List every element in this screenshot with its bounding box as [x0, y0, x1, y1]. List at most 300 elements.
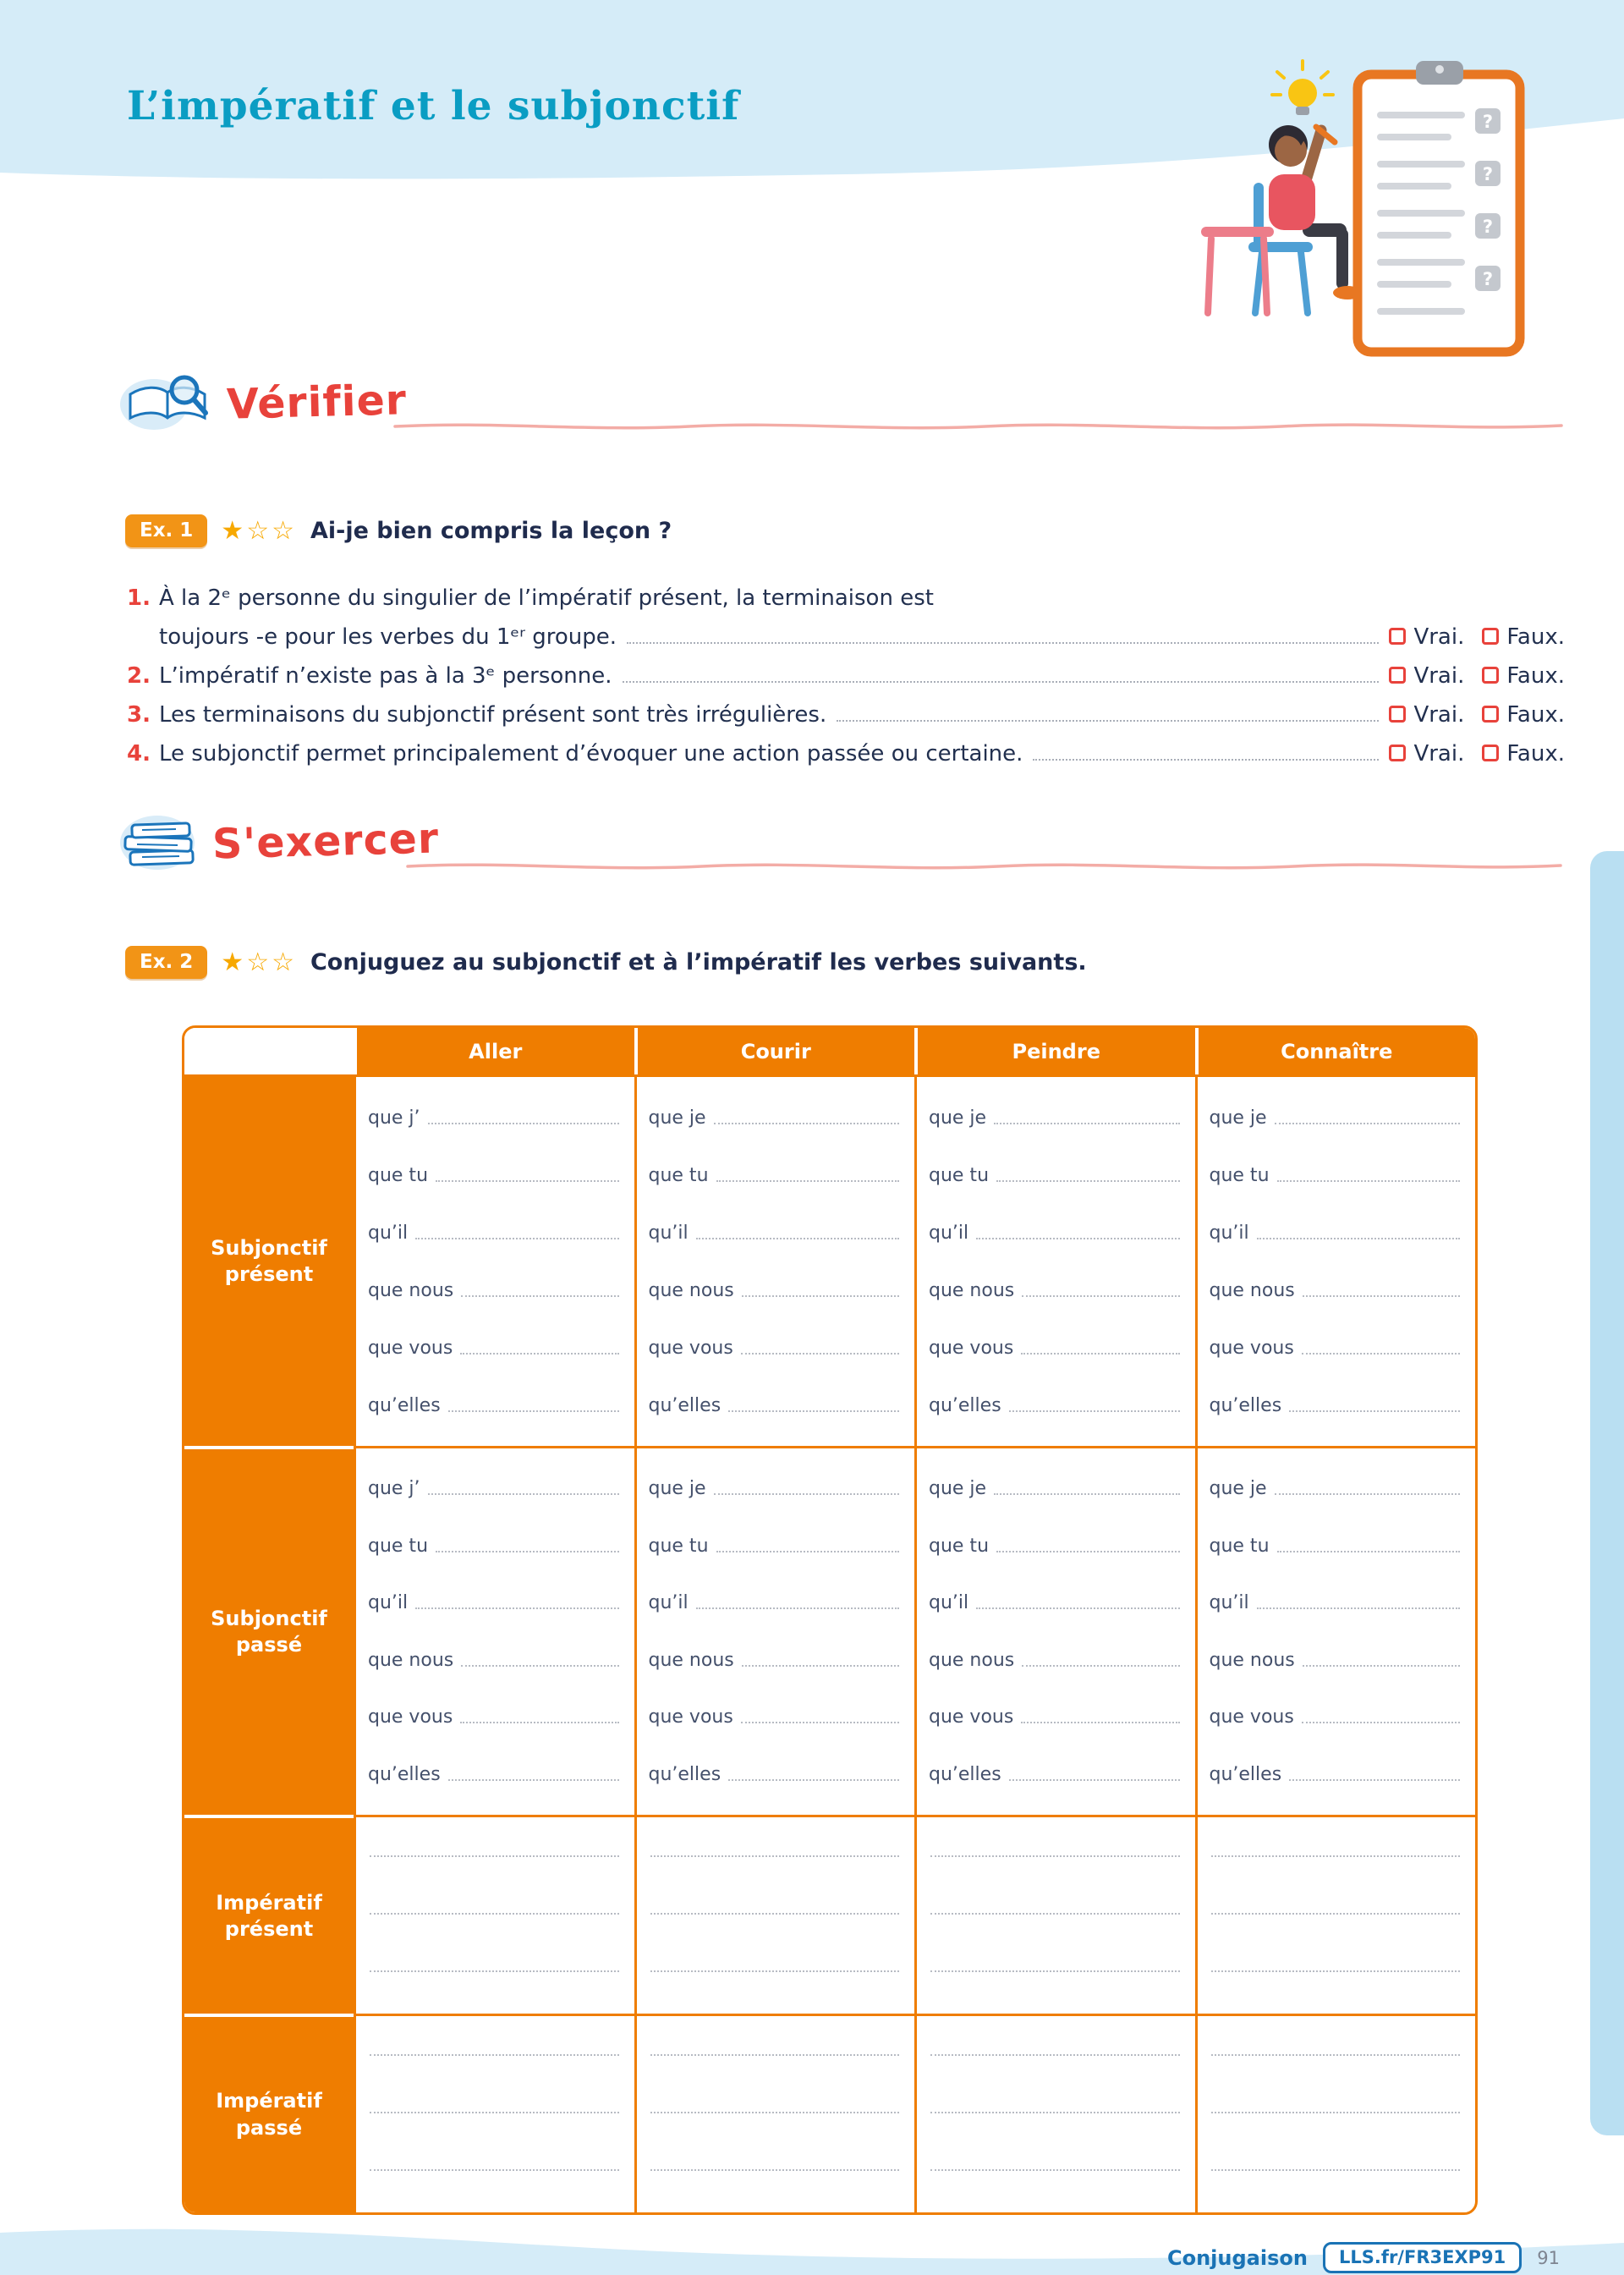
- exercise-2-badge: Ex. 2: [125, 946, 207, 979]
- answer-line: [368, 1478, 621, 1499]
- pronoun-label: qu’il: [1209, 1592, 1249, 1614]
- table-row: [184, 1815, 1475, 2014]
- answer-blank[interactable]: [370, 2054, 619, 2056]
- answer-blank[interactable]: [436, 1551, 618, 1552]
- column-header-4: Connaître: [1195, 1028, 1476, 1074]
- conjugation-cell: [1195, 1817, 1476, 2014]
- row-label-line: passé: [235, 1633, 303, 1657]
- answer-line: [368, 1706, 621, 1728]
- conjugation-cell: [634, 2016, 915, 2212]
- answer-line: [1210, 2054, 1462, 2060]
- answer-blank[interactable]: [650, 1855, 900, 1857]
- table-row: [184, 2014, 1475, 2212]
- answer-blank[interactable]: [1211, 1913, 1461, 1915]
- side-tab-bar: [1590, 851, 1624, 2135]
- pronoun-label: que vous: [1209, 1337, 1294, 1359]
- answer-line: [368, 2112, 621, 2118]
- answer-blank[interactable]: [1009, 1779, 1180, 1781]
- faux-checkbox[interactable]: [1482, 628, 1499, 645]
- wavy-divider: [393, 419, 1563, 434]
- question-row: [127, 734, 1565, 767]
- answer-blank[interactable]: [742, 1665, 899, 1667]
- answer-blank[interactable]: [716, 1180, 899, 1182]
- answer-blank[interactable]: [460, 1722, 618, 1723]
- vrai-checkbox[interactable]: [1389, 628, 1406, 645]
- answer-line: [929, 2054, 1182, 2060]
- clipboard: [1358, 61, 1520, 352]
- pronoun-label: qu’elles: [648, 1394, 721, 1416]
- pronoun-label: qu’il: [368, 1222, 409, 1244]
- pronoun-label: que nous: [648, 1649, 734, 1671]
- question-text: toujours -e pour les verbes du 1ᵉʳ groupe.: [159, 624, 617, 650]
- vrai-checkbox[interactable]: [1389, 745, 1406, 761]
- pronoun-label: qu’il: [648, 1592, 689, 1614]
- answer-line: [929, 1855, 1182, 1861]
- answer-blank[interactable]: [1257, 1238, 1460, 1239]
- svg-text:?: ?: [1482, 112, 1494, 132]
- header-illustration: [1176, 58, 1539, 366]
- pronoun-label: que vous: [368, 1706, 453, 1728]
- pronoun-label: que vous: [929, 1337, 1014, 1359]
- answer-blank[interactable]: [716, 1551, 899, 1552]
- answer-blank[interactable]: [1211, 1970, 1461, 1972]
- pronoun-label: que tu: [648, 1164, 709, 1186]
- exercise-1-prompt: Ai-je bien compris la leçon ?: [310, 518, 672, 544]
- answer-blank[interactable]: [1303, 1295, 1460, 1297]
- pronoun-label: que vous: [929, 1706, 1014, 1728]
- answer-blank[interactable]: [1302, 1353, 1460, 1355]
- footer-subject: Conjugaison: [1166, 2245, 1308, 2270]
- dotted-leader: [1033, 759, 1379, 761]
- answer-line: [929, 1536, 1182, 1557]
- answer-line: [368, 1764, 621, 1785]
- question-row: [127, 657, 1565, 689]
- row-label-line: Impératif: [216, 2089, 322, 2113]
- answer-blank[interactable]: [370, 2112, 619, 2113]
- faux-label: Faux.: [1506, 702, 1565, 728]
- answer-line: [649, 1107, 902, 1129]
- answer-line: [649, 2169, 902, 2175]
- answer-blank[interactable]: [428, 1493, 619, 1495]
- answer-blank[interactable]: [460, 1353, 618, 1355]
- answer-line: [649, 1536, 902, 1557]
- answer-line: [1210, 1970, 1462, 1976]
- answer-line: [929, 1338, 1182, 1359]
- person: [1201, 125, 1362, 313]
- practice-heading: S'exercer: [211, 814, 440, 868]
- vrai-checkbox[interactable]: [1389, 667, 1406, 684]
- answer-blank[interactable]: [1289, 1410, 1460, 1412]
- svg-text:?: ?: [1482, 164, 1494, 184]
- answer-line: [1210, 1855, 1462, 1861]
- answer-line: [649, 1650, 902, 1671]
- footer-code-badge[interactable]: LLS.fr/FR3EXP91: [1323, 2242, 1522, 2273]
- question-text: À la 2ᵉ personne du singulier de l’impératif présent, la terminaison est: [159, 585, 934, 611]
- wavy-divider: [406, 859, 1562, 874]
- faux-label: Faux.: [1506, 741, 1565, 767]
- faux-checkbox[interactable]: [1482, 667, 1499, 684]
- pronoun-label: que tu: [929, 1535, 990, 1557]
- exercise-2-prompt: Conjuguez au subjonctif et à l’impératif les verbes suivants.: [310, 949, 1087, 975]
- answer-line: [649, 1592, 902, 1613]
- difficulty-stars: ★☆☆: [221, 515, 297, 546]
- pronoun-label: qu’elles: [368, 1394, 441, 1416]
- answer-blank[interactable]: [696, 1607, 899, 1609]
- row-label-line: Subjonctif: [211, 1235, 327, 1260]
- conjugation-cell: [914, 1448, 1195, 1815]
- pronoun-label: que je: [1209, 1107, 1267, 1129]
- answer-line: [1210, 1223, 1462, 1244]
- conjugation-table: [182, 1025, 1478, 2215]
- answer-line: [649, 2054, 902, 2060]
- answer-blank[interactable]: [415, 1607, 618, 1609]
- answer-line: [368, 2054, 621, 2060]
- table-corner-cell: [184, 1028, 354, 1074]
- row-label-line: passé: [235, 2115, 303, 2140]
- pronoun-label: qu’elles: [1209, 1763, 1282, 1785]
- answer-blank[interactable]: [1277, 1551, 1460, 1552]
- row-label-line: présent: [224, 1916, 314, 1941]
- vrai-label: Vrai.: [1413, 741, 1465, 767]
- answer-line: [929, 1478, 1182, 1499]
- answer-line: [368, 2169, 621, 2175]
- pronoun-label: que nous: [1209, 1649, 1295, 1671]
- vrai-checkbox[interactable]: [1389, 706, 1406, 723]
- answer-line: [929, 1650, 1182, 1671]
- row-label: [184, 1077, 354, 1446]
- answer-blank[interactable]: [714, 1493, 899, 1495]
- vrai-faux-group: [1389, 702, 1565, 728]
- pronoun-label: qu’elles: [648, 1763, 721, 1785]
- row-label-line: Impératif: [216, 1890, 322, 1915]
- answer-line: [1210, 1338, 1462, 1359]
- answer-line: [929, 1970, 1182, 1976]
- dotted-leader: [623, 681, 1380, 683]
- answer-line: [368, 1165, 621, 1186]
- answer-line: [929, 1223, 1182, 1244]
- lightbulb-icon: [1272, 61, 1333, 115]
- answer-line: [649, 1706, 902, 1728]
- pronoun-label: que je: [929, 1478, 987, 1500]
- pronoun-label: que je: [648, 1478, 706, 1500]
- answer-line: [368, 1107, 621, 1129]
- answer-blank[interactable]: [930, 1913, 1180, 1915]
- answer-line: [368, 1650, 621, 1671]
- answer-blank[interactable]: [650, 1913, 900, 1915]
- vrai-faux-group: [1389, 663, 1565, 689]
- answer-blank[interactable]: [650, 2169, 900, 2171]
- question-row: [127, 579, 1565, 611]
- answer-blank[interactable]: [448, 1779, 619, 1781]
- answer-line: [929, 1764, 1182, 1785]
- answer-blank[interactable]: [461, 1295, 618, 1297]
- conjugation-cell: [914, 1077, 1195, 1446]
- answer-line: [1210, 1764, 1462, 1785]
- answer-line: [368, 1970, 621, 1976]
- answer-line: [929, 1107, 1182, 1129]
- row-cells: [354, 2014, 1475, 2212]
- table-body: [184, 1077, 1475, 2212]
- pronoun-label: que vous: [1209, 1706, 1294, 1728]
- exercise-1-badge: Ex. 1: [125, 514, 207, 547]
- faux-checkbox[interactable]: [1482, 745, 1499, 761]
- verify-heading: Vérifier: [226, 376, 408, 429]
- answer-blank[interactable]: [1289, 1779, 1460, 1781]
- pronoun-label: qu’elles: [368, 1763, 441, 1785]
- conjugation-cell: [354, 2016, 634, 2212]
- conjugation-cell: [354, 1077, 634, 1446]
- answer-blank[interactable]: [1303, 1665, 1460, 1667]
- exercise-1-header: [125, 514, 672, 547]
- answer-blank[interactable]: [1275, 1123, 1460, 1124]
- page-title: L’impératif et le subjonctif: [127, 83, 740, 129]
- pronoun-label: que vous: [648, 1337, 733, 1359]
- question-row: [127, 695, 1565, 728]
- answer-blank[interactable]: [1211, 2054, 1461, 2056]
- difficulty-stars: ★☆☆: [221, 947, 297, 977]
- answer-blank[interactable]: [1211, 2112, 1461, 2113]
- answer-line: [649, 1395, 902, 1416]
- answer-blank[interactable]: [1021, 1722, 1179, 1723]
- answer-blank[interactable]: [1021, 1353, 1179, 1355]
- pronoun-label: que je: [648, 1107, 706, 1129]
- row-label-line: présent: [224, 1262, 314, 1287]
- answer-blank[interactable]: [994, 1493, 1179, 1495]
- answer-line: [1210, 2169, 1462, 2175]
- pronoun-label: que tu: [648, 1535, 709, 1557]
- answer-line: [649, 1478, 902, 1499]
- questions-list: [127, 579, 1565, 767]
- faux-checkbox[interactable]: [1482, 706, 1499, 723]
- answer-blank[interactable]: [714, 1123, 899, 1124]
- answer-line: [368, 1536, 621, 1557]
- answer-line: [929, 1395, 1182, 1416]
- answer-line: [929, 1913, 1182, 1919]
- vrai-faux-group: [1389, 624, 1565, 650]
- pronoun-label: que j’: [368, 1107, 420, 1129]
- answer-blank[interactable]: [650, 1970, 900, 1972]
- table-row: [184, 1446, 1475, 1815]
- answer-line: [929, 1592, 1182, 1613]
- answer-blank[interactable]: [996, 1551, 1179, 1552]
- answer-blank[interactable]: [728, 1779, 899, 1781]
- conjugation-cell: [634, 1817, 915, 2014]
- answer-blank[interactable]: [428, 1123, 619, 1124]
- question-text: Le subjonctif permet principalement d’évoquer une action passée ou certaine.: [159, 741, 1023, 767]
- pronoun-label: qu’elles: [1209, 1394, 1282, 1416]
- row-cells: [354, 1446, 1475, 1815]
- row-label: [184, 2014, 354, 2212]
- answer-blank[interactable]: [976, 1607, 1179, 1609]
- book-magnifier-icon: [118, 362, 220, 442]
- pronoun-label: que je: [1209, 1478, 1267, 1500]
- pronoun-label: que nous: [929, 1649, 1015, 1671]
- conjugation-cell: [1195, 2016, 1476, 2212]
- answer-line: [1210, 1913, 1462, 1919]
- answer-blank[interactable]: [370, 2169, 619, 2171]
- answer-blank[interactable]: [742, 1295, 899, 1297]
- pronoun-label: que tu: [368, 1164, 429, 1186]
- answer-blank[interactable]: [741, 1722, 899, 1723]
- answer-blank[interactable]: [461, 1665, 618, 1667]
- table-row: [184, 1077, 1475, 1446]
- answer-line: [929, 1706, 1182, 1728]
- pronoun-label: que tu: [929, 1164, 990, 1186]
- exercise-2-header: [125, 946, 1087, 979]
- answer-line: [649, 1338, 902, 1359]
- pronoun-label: qu’il: [929, 1592, 969, 1614]
- svg-text:?: ?: [1482, 269, 1494, 289]
- answer-line: [649, 1280, 902, 1301]
- question-number: 1.: [127, 585, 151, 611]
- pronoun-label: qu’elles: [929, 1394, 1001, 1416]
- verify-section-header: [118, 362, 407, 442]
- answer-blank[interactable]: [976, 1238, 1179, 1239]
- pronoun-label: que je: [929, 1107, 987, 1129]
- answer-blank[interactable]: [1302, 1722, 1460, 1723]
- answer-line: [649, 1764, 902, 1785]
- answer-blank[interactable]: [415, 1238, 618, 1239]
- answer-line: [1210, 1107, 1462, 1129]
- answer-blank[interactable]: [930, 2169, 1180, 2171]
- answer-line: [368, 1592, 621, 1613]
- footer: [1167, 2242, 1560, 2273]
- conjugation-cell: [914, 2016, 1195, 2212]
- answer-line: [1210, 1536, 1462, 1557]
- answer-line: [1210, 1650, 1462, 1671]
- answer-blank[interactable]: [930, 2054, 1180, 2056]
- pronoun-label: qu’il: [368, 1592, 409, 1614]
- answer-line: [649, 1913, 902, 1919]
- answer-blank[interactable]: [370, 1913, 619, 1915]
- pronoun-label: qu’il: [929, 1222, 969, 1244]
- faux-label: Faux.: [1506, 624, 1565, 650]
- vrai-label: Vrai.: [1413, 624, 1465, 650]
- answer-blank[interactable]: [1257, 1607, 1460, 1609]
- answer-line: [1210, 1592, 1462, 1613]
- conjugation-cell: [634, 1448, 915, 1815]
- answer-line: [929, 2169, 1182, 2175]
- answer-blank[interactable]: [1277, 1180, 1460, 1182]
- answer-line: [368, 1395, 621, 1416]
- table-header-row: [184, 1028, 1475, 1077]
- dotted-leader: [837, 720, 1379, 722]
- answer-blank[interactable]: [370, 1855, 619, 1857]
- conjugation-cell: [1195, 1077, 1476, 1446]
- practice-section-header: [117, 804, 439, 878]
- question-number: 2.: [127, 663, 151, 689]
- question-number: 4.: [127, 741, 151, 767]
- answer-blank[interactable]: [448, 1410, 619, 1412]
- vrai-label: Vrai.: [1413, 663, 1465, 689]
- answer-blank[interactable]: [1009, 1410, 1180, 1412]
- answer-blank[interactable]: [1022, 1665, 1179, 1667]
- answer-line: [649, 1165, 902, 1186]
- answer-line: [1210, 2112, 1462, 2118]
- question-text: Les terminaisons du subjonctif présent sont très irrégulières.: [159, 702, 827, 728]
- column-header-1: Aller: [354, 1028, 634, 1074]
- conjugation-cell: [354, 1448, 634, 1815]
- answer-blank[interactable]: [650, 2112, 900, 2113]
- answer-blank[interactable]: [1211, 1855, 1461, 1857]
- conjugation-cell: [354, 1817, 634, 2014]
- answer-blank[interactable]: [728, 1410, 899, 1412]
- pronoun-label: qu’il: [648, 1222, 689, 1244]
- row-label: [184, 1446, 354, 1815]
- row-label-line: Subjonctif: [211, 1607, 327, 1631]
- answer-line: [1210, 1478, 1462, 1499]
- answer-blank[interactable]: [696, 1238, 899, 1239]
- vrai-label: Vrai.: [1413, 702, 1465, 728]
- answer-blank[interactable]: [1022, 1295, 1179, 1297]
- answer-line: [649, 2112, 902, 2118]
- answer-blank[interactable]: [436, 1180, 618, 1182]
- pronoun-label: que j’: [368, 1478, 420, 1500]
- answer-line: [1210, 1280, 1462, 1301]
- answer-line: [368, 1338, 621, 1359]
- column-header-3: Peindre: [914, 1028, 1195, 1074]
- faux-label: Faux.: [1506, 663, 1565, 689]
- pronoun-label: que nous: [648, 1279, 734, 1301]
- row-label: [184, 1815, 354, 2014]
- question-text: L’impératif n’existe pas à la 3ᵉ personne.: [159, 663, 612, 689]
- vrai-faux-group: [1389, 741, 1565, 767]
- conjugation-cell: [914, 1817, 1195, 2014]
- answer-blank[interactable]: [741, 1353, 899, 1355]
- answer-blank[interactable]: [994, 1123, 1179, 1124]
- footer-page-number: 91: [1537, 2247, 1560, 2268]
- answer-line: [649, 1970, 902, 1976]
- answer-line: [1210, 1165, 1462, 1186]
- svg-text:?: ?: [1482, 217, 1494, 237]
- answer-line: [649, 1223, 902, 1244]
- question-number: 3.: [127, 702, 151, 728]
- answer-blank[interactable]: [930, 1970, 1180, 1972]
- pronoun-label: que tu: [1209, 1535, 1270, 1557]
- answer-blank[interactable]: [370, 1970, 619, 1972]
- row-cells: [354, 1077, 1475, 1446]
- answer-blank[interactable]: [1275, 1493, 1460, 1495]
- question-row: [127, 618, 1565, 650]
- dotted-leader: [627, 642, 1379, 644]
- answer-line: [368, 1280, 621, 1301]
- answer-line: [368, 1913, 621, 1919]
- pronoun-label: que nous: [929, 1279, 1015, 1301]
- answer-blank[interactable]: [1211, 2169, 1461, 2171]
- column-header-2: Courir: [634, 1028, 915, 1074]
- pronoun-label: que vous: [368, 1337, 453, 1359]
- conjugation-cell: [1195, 1448, 1476, 1815]
- answer-blank[interactable]: [996, 1180, 1179, 1182]
- answer-line: [929, 1280, 1182, 1301]
- pronoun-label: que tu: [1209, 1164, 1270, 1186]
- answer-line: [368, 1855, 621, 1861]
- answer-line: [1210, 1706, 1462, 1728]
- answer-line: [649, 1855, 902, 1861]
- pronoun-label: que tu: [368, 1535, 429, 1557]
- answer-blank[interactable]: [650, 2054, 900, 2056]
- answer-line: [929, 2112, 1182, 2118]
- pronoun-label: que nous: [1209, 1279, 1295, 1301]
- pronoun-label: que nous: [368, 1279, 454, 1301]
- answer-line: [368, 1223, 621, 1244]
- row-cells: [354, 1815, 1475, 2014]
- answer-blank[interactable]: [930, 1855, 1180, 1857]
- books-stack-icon: [117, 804, 206, 878]
- answer-blank[interactable]: [930, 2112, 1180, 2113]
- pronoun-label: qu’elles: [929, 1763, 1001, 1785]
- conjugation-cell: [634, 1077, 915, 1446]
